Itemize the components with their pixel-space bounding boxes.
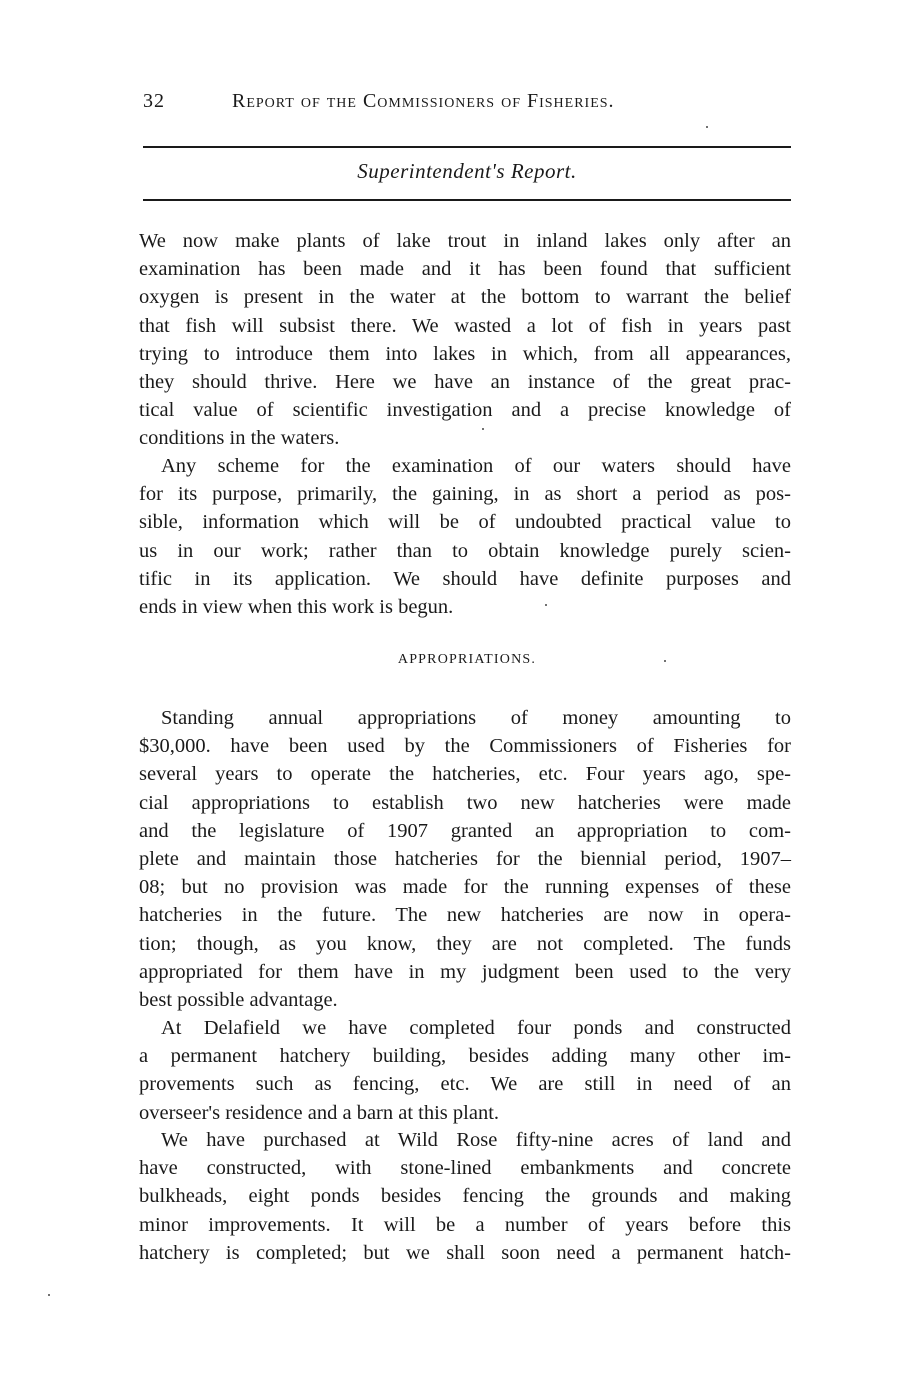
- paragraph-2: [139, 452, 791, 621]
- text-line: tion; though, as you know, they are not completed. The funds: [139, 932, 791, 955]
- running-title: Report of the Commissioners of Fisheries.: [232, 90, 615, 112]
- text-line: We now make plants of lake trout in inland lakes only after an: [139, 230, 791, 252]
- text-line: cial appropriations to establish two new hatcheries were made: [139, 791, 791, 814]
- text-line: and the legislature of 1907 granted an appropriation to com-: [139, 819, 791, 842]
- scan-speck: [706, 126, 708, 128]
- text-line: several years to operate the hatcheries, etc. Four years ago, spe-: [139, 763, 791, 786]
- text-line: minor improvements. It will be a number of years before this: [139, 1213, 791, 1236]
- text-line: that fish will subsist there. We wasted a lot of fish in years past: [139, 314, 791, 337]
- text-line: us in our work; rather than to obtain knowledge purely scien-: [139, 539, 791, 562]
- text-line: ends in view when this work is begun.: [139, 595, 454, 618]
- text-line: 08; but no provision was made for the running expenses of these: [139, 876, 791, 899]
- text-line: hatcheries in the future. The new hatcheries are now in opera-: [139, 904, 791, 927]
- text-line: bulkheads, eight ponds besides fencing the grounds and making: [139, 1185, 791, 1208]
- paragraph-5: [139, 1126, 791, 1267]
- text-line: We have purchased at Wild Rose fifty-nine acres of land and: [161, 1129, 791, 1151]
- scan-speck: [48, 1294, 50, 1296]
- scan-speck: [545, 604, 547, 606]
- text-line: appropriated for them have in my judgment been used to the very: [139, 960, 791, 983]
- text-line: a permanent hatchery building, besides adding many other im-: [139, 1045, 791, 1068]
- page-number: 32: [143, 90, 165, 112]
- text-line: they should thrive. Here we have an instance of the great prac-: [139, 370, 791, 393]
- text-line: for its purpose, primarily, the gaining, in as short a period as pos-: [139, 483, 791, 506]
- text-line: At Delafield we have completed four ponds and constructed: [161, 1017, 791, 1039]
- text-line: plete and maintain those hatcheries for the biennial period, 1907–: [139, 847, 791, 870]
- scan-speck: [664, 660, 666, 662]
- paragraph-4: [139, 1014, 791, 1127]
- text-line: Standing annual appropriations of money amounting to: [161, 707, 791, 729]
- text-line: provements such as fencing, etc. We are still in need of an: [139, 1073, 791, 1096]
- text-line: hatchery is completed; but we shall soon need a permanent hatch-: [139, 1241, 791, 1264]
- text-line: examination has been made and it has been found that sufficient: [139, 258, 791, 281]
- text-line: $30,000. have been used by the Commissioners of Fisheries for: [139, 735, 791, 758]
- text-line: overseer's residence and a barn at this plant.: [139, 1101, 500, 1124]
- section-title: Superintendent's Report.: [357, 159, 577, 183]
- text-line: tific in its application. We should have definite purposes and: [139, 567, 791, 590]
- text-line: oxygen is present in the water at the bottom to warrant the belief: [139, 286, 791, 309]
- text-line: trying to introduce them into lakes in which, from all appearances,: [139, 342, 791, 365]
- section-heading: APPROPRIATIONS.: [397, 652, 537, 667]
- text-line: conditions in the waters.: [139, 427, 340, 450]
- text-line: Any scheme for the examination of our waters should have: [161, 455, 791, 477]
- text-line: have constructed, with stone-lined embankments and concrete: [139, 1157, 791, 1180]
- text-line: best possible advantage.: [139, 988, 338, 1011]
- text-line: sible, information which will be of undoubted practical value to: [139, 511, 791, 534]
- bottom-rule: [143, 199, 791, 201]
- text-line: tical value of scientific investigation and a precise knowledge of: [139, 399, 791, 422]
- scan-speck: [482, 428, 484, 430]
- paragraph-1: [139, 227, 791, 453]
- paragraph-3: [139, 704, 791, 1014]
- top-rule: [143, 146, 791, 148]
